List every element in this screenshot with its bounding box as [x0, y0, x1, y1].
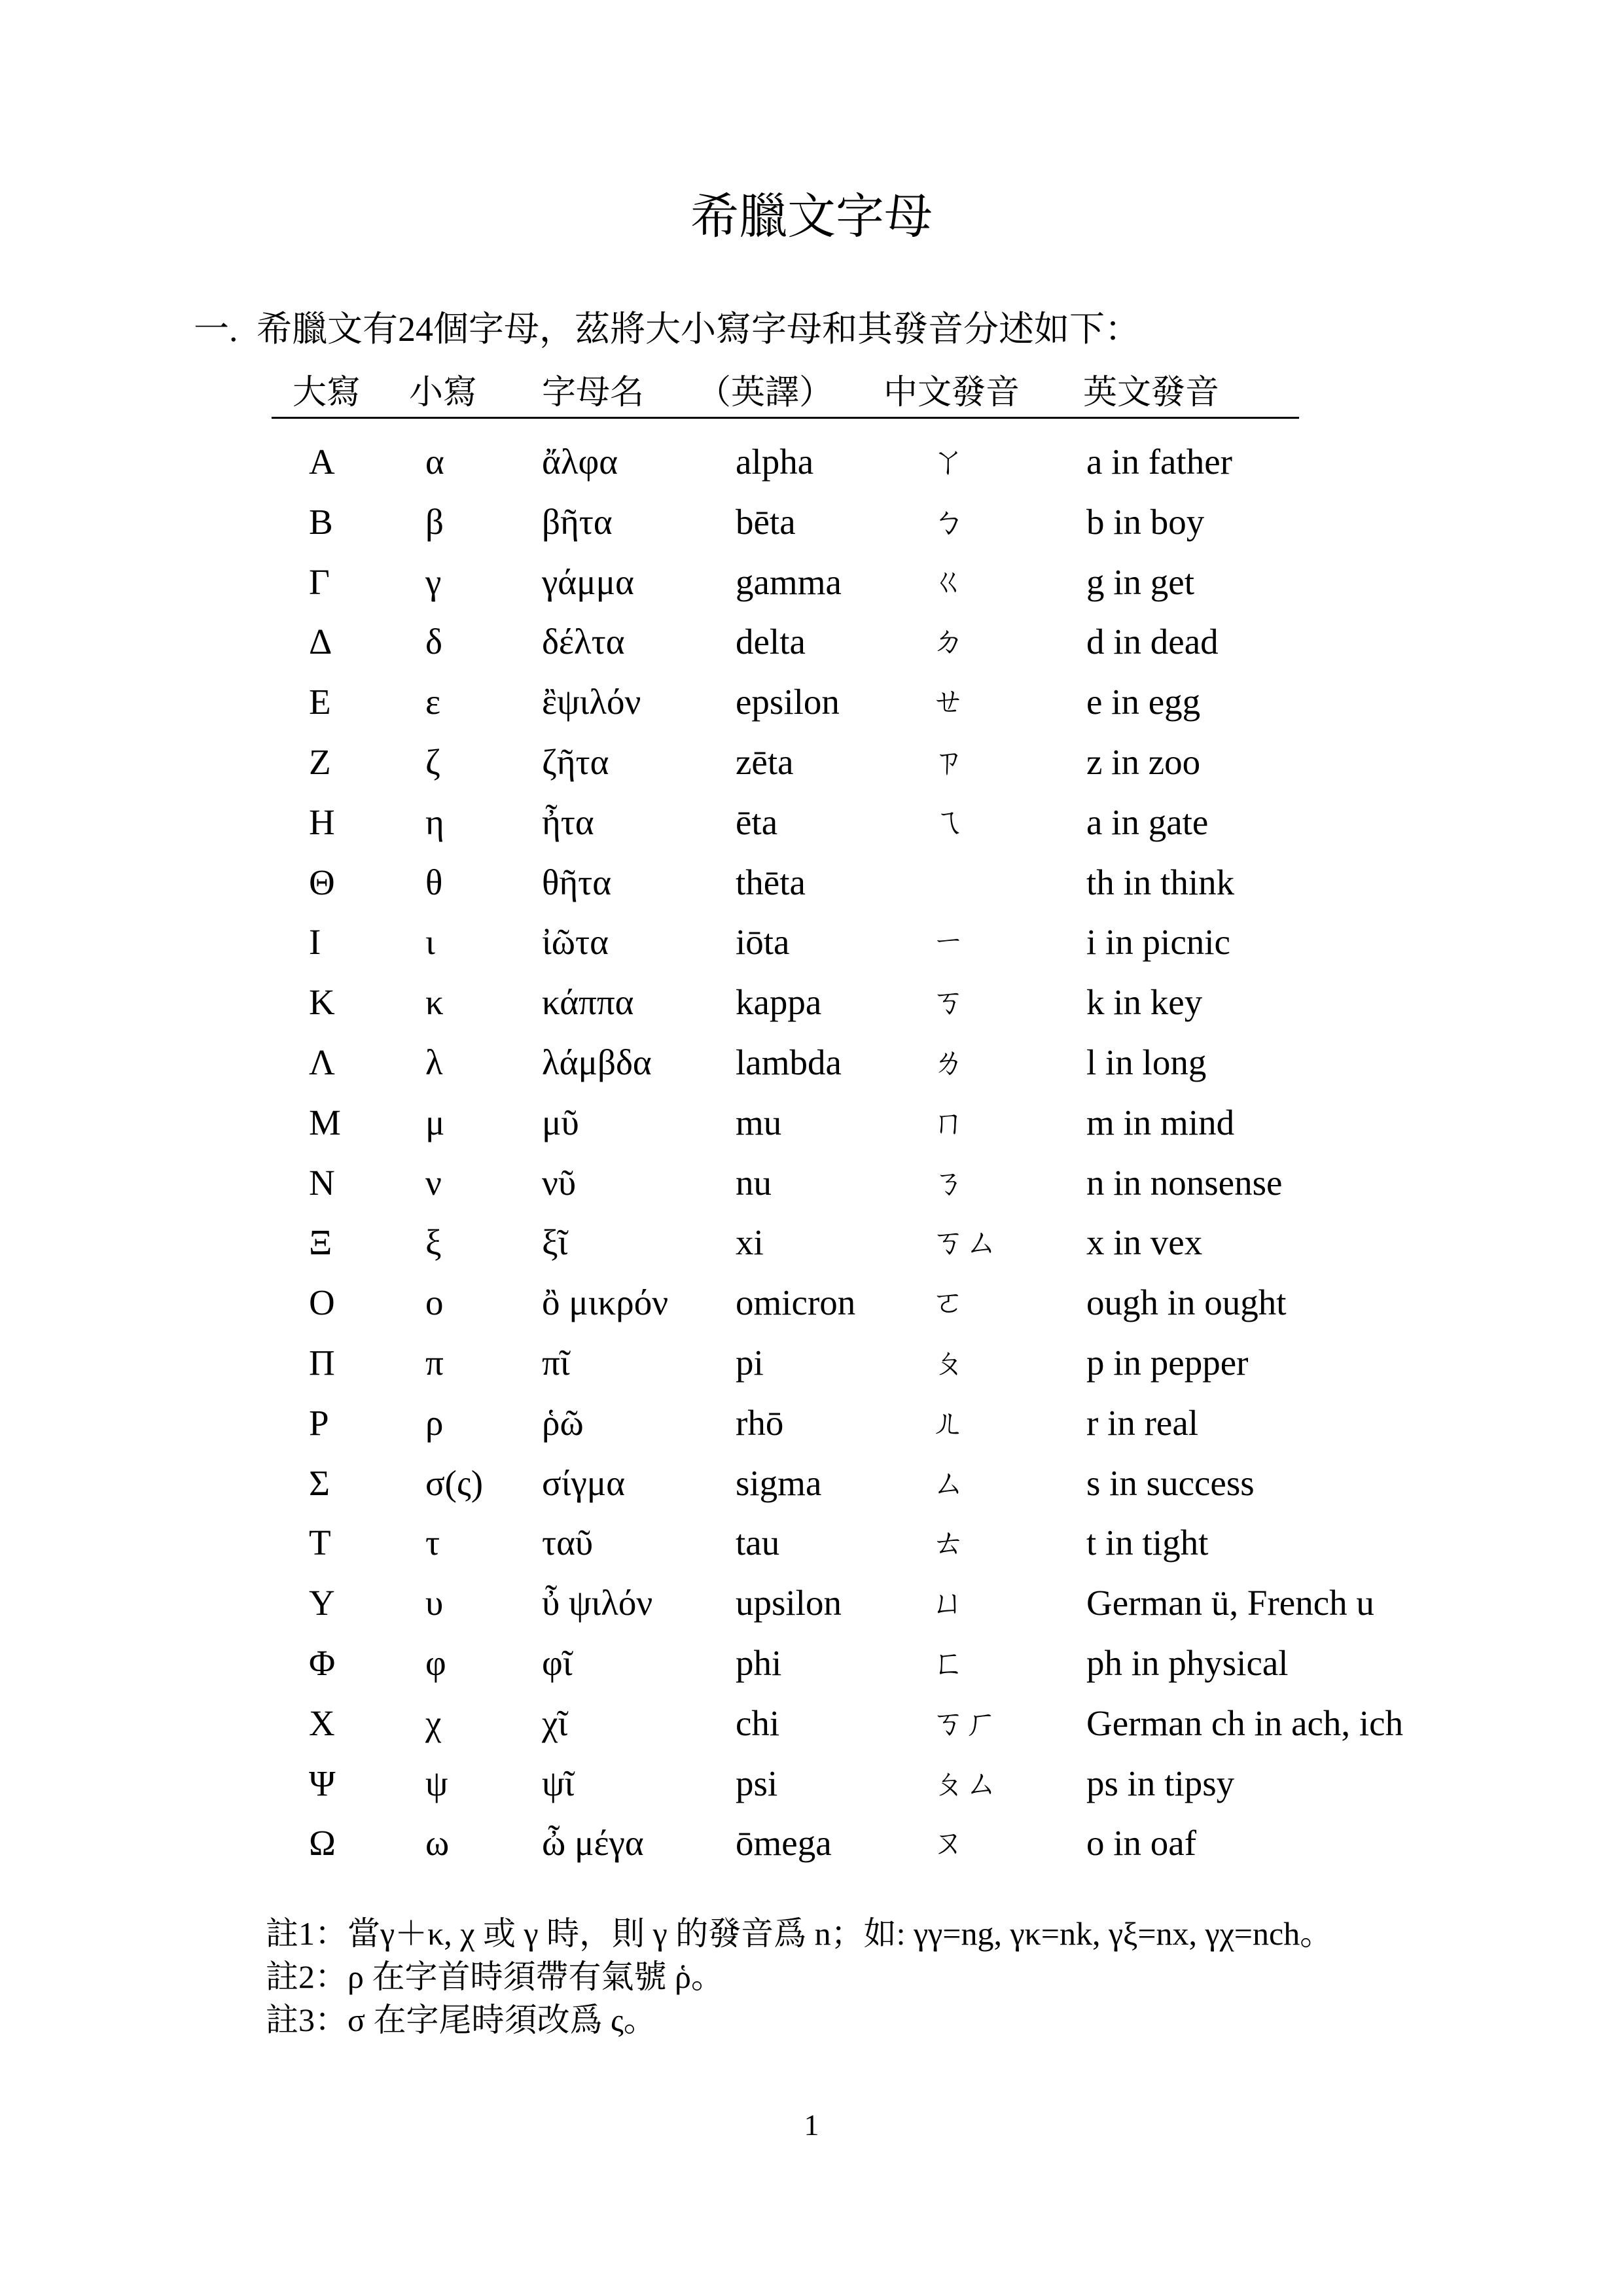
- lowercase-letter: ω: [425, 1823, 450, 1863]
- table-row: [0, 1033, 1623, 1093]
- page-title: 希臘文字母: [690, 190, 933, 244]
- english-pronunciation: k in key: [1086, 982, 1203, 1023]
- lowercase-letter: β: [425, 501, 444, 542]
- uppercase-letter: Σ: [309, 1462, 330, 1503]
- chinese-pronunciation: ㄌ: [932, 1042, 965, 1081]
- table-row: [0, 1333, 1623, 1393]
- english-transliteration: pi: [736, 1342, 764, 1383]
- uppercase-letter: Ξ: [309, 1222, 332, 1263]
- english-transliteration: ēta: [736, 802, 778, 842]
- chinese-pronunciation: ㄧ: [932, 923, 965, 961]
- lowercase-letter: σ(ς): [425, 1462, 484, 1503]
- section-number: 一.: [194, 309, 238, 349]
- chinese-pronunciation: ㄎㄏ: [932, 1703, 997, 1742]
- greek-letter-name: ψῖ: [542, 1763, 575, 1803]
- english-transliteration: thēta: [736, 862, 806, 902]
- english-pronunciation: i in picnic: [1086, 922, 1230, 963]
- table-row: [0, 792, 1623, 853]
- note-1: 註1：當γ＋κ, χ 或 γ 時，則 γ 的發音爲 n；如: γγ=ng, γκ=nk, γξ=nx, γχ=nch。: [266, 1915, 1333, 1952]
- table-row: [0, 972, 1623, 1033]
- english-pronunciation: ps in tipsy: [1086, 1763, 1235, 1803]
- uppercase-letter: Ψ: [309, 1763, 336, 1803]
- chinese-pronunciation: ㄈ: [932, 1643, 965, 1682]
- table-row: [0, 1573, 1623, 1633]
- chinese-pronunciation: ㄎㄙ: [932, 1223, 997, 1262]
- english-pronunciation: o in oaf: [1086, 1823, 1197, 1863]
- page-number: 1: [804, 2108, 819, 2142]
- table-row: [0, 1633, 1623, 1693]
- english-pronunciation: e in egg: [1086, 682, 1201, 722]
- english-transliteration: phi: [736, 1642, 782, 1683]
- chinese-pronunciation: ㄙ: [932, 1463, 965, 1502]
- lowercase-letter: ν: [425, 1162, 442, 1203]
- lowercase-letter: κ: [425, 982, 444, 1023]
- chinese-pronunciation: ㄟ: [932, 802, 965, 841]
- greek-letter-name: ζῆτα: [542, 741, 609, 782]
- greek-letter-name: ἰῶτα: [542, 922, 609, 963]
- chinese-pronunciation: ㄋ: [932, 1163, 965, 1201]
- uppercase-letter: Υ: [309, 1583, 335, 1623]
- english-pronunciation: r in real: [1086, 1402, 1199, 1443]
- english-pronunciation: t in tight: [1086, 1523, 1209, 1563]
- intro-paragraph: [194, 306, 1140, 352]
- header-lower: 小寫: [409, 374, 478, 412]
- english-pronunciation: ough in ought: [1086, 1282, 1287, 1323]
- chinese-pronunciation: ㄅ: [932, 502, 965, 540]
- english-transliteration: iōta: [736, 922, 790, 963]
- lowercase-letter: ε: [425, 682, 441, 722]
- chinese-pronunciation: ㄚ: [932, 442, 965, 480]
- chinese-pronunciation: ㄉ: [932, 622, 965, 661]
- greek-letter-name: ἦτα: [542, 802, 594, 842]
- english-transliteration: alpha: [736, 442, 814, 482]
- uppercase-letter: Λ: [309, 1042, 335, 1082]
- uppercase-letter: Ο: [309, 1282, 335, 1323]
- lowercase-letter: χ: [425, 1703, 442, 1743]
- lowercase-letter: γ: [425, 561, 442, 602]
- english-pronunciation: German ü, French u: [1086, 1583, 1374, 1623]
- greek-letter-name: ταῦ: [542, 1523, 594, 1563]
- table-row: [0, 1393, 1623, 1453]
- note-2: 註2：ρ 在字首時須帶有氣號 ῥ。: [266, 1958, 724, 1995]
- english-transliteration: zēta: [736, 741, 794, 782]
- uppercase-letter: Β: [309, 501, 333, 542]
- intro-text: 希臘文有24個字母，茲將大小寫字母和其發音分述如下：: [257, 309, 1140, 349]
- uppercase-letter: Ε: [309, 682, 331, 722]
- notes: [266, 1912, 1332, 2041]
- chinese-pronunciation: ㄛ: [932, 1283, 965, 1322]
- uppercase-letter: Γ: [309, 561, 330, 602]
- english-transliteration: sigma: [736, 1462, 822, 1503]
- table-header: [272, 370, 1299, 419]
- table-row: [0, 492, 1623, 552]
- uppercase-letter: Φ: [309, 1642, 336, 1683]
- uppercase-letter: Ν: [309, 1162, 335, 1203]
- uppercase-letter: Κ: [309, 982, 335, 1023]
- english-pronunciation: d in dead: [1086, 622, 1219, 662]
- greek-letter-name: λάμβδα: [542, 1042, 652, 1082]
- greek-letter-name: σίγμα: [542, 1462, 626, 1503]
- table-row: [0, 1212, 1623, 1273]
- english-transliteration: bēta: [736, 501, 796, 542]
- header-name: 字母名: [542, 374, 645, 412]
- lowercase-letter: λ: [425, 1042, 443, 1082]
- table-row: [0, 612, 1623, 672]
- lowercase-letter: υ: [425, 1583, 444, 1623]
- english-transliteration: lambda: [736, 1042, 842, 1082]
- chinese-pronunciation: ㄇ: [932, 1103, 965, 1141]
- lowercase-letter: ψ: [425, 1763, 448, 1803]
- table-row: [0, 732, 1623, 792]
- english-pronunciation: g in get: [1086, 561, 1194, 602]
- uppercase-letter: Τ: [309, 1523, 331, 1563]
- lowercase-letter: τ: [425, 1523, 440, 1563]
- english-pronunciation: m in mind: [1086, 1102, 1235, 1142]
- table-row: [0, 912, 1623, 972]
- chinese-pronunciation: ㄦ: [932, 1403, 965, 1441]
- chinese-pronunciation: ㄆㄙ: [932, 1763, 997, 1802]
- lowercase-letter: φ: [425, 1642, 446, 1683]
- uppercase-letter: Δ: [309, 622, 332, 662]
- lowercase-letter: ρ: [425, 1402, 444, 1443]
- note-3: 註3：σ 在字尾時須改爲 ς。: [266, 2002, 656, 2038]
- lowercase-letter: μ: [425, 1102, 445, 1142]
- english-pronunciation: x in vex: [1086, 1222, 1203, 1263]
- greek-letter-name: ξῖ: [542, 1222, 568, 1263]
- uppercase-letter: Α: [309, 442, 335, 482]
- english-pronunciation: n in nonsense: [1086, 1162, 1283, 1203]
- english-pronunciation: l in long: [1086, 1042, 1207, 1082]
- table-row: [0, 1273, 1623, 1333]
- english-pronunciation: s in success: [1086, 1462, 1255, 1503]
- uppercase-letter: Ζ: [309, 741, 331, 782]
- english-transliteration: omicron: [736, 1282, 856, 1323]
- english-pronunciation: a in gate: [1086, 802, 1209, 842]
- header-english: （英譯）: [697, 374, 834, 412]
- uppercase-letter: Η: [309, 802, 335, 842]
- table-row: [0, 1754, 1623, 1814]
- chinese-pronunciation: ㄗ: [932, 742, 965, 781]
- english-pronunciation: z in zoo: [1086, 741, 1201, 782]
- english-transliteration: psi: [736, 1763, 778, 1803]
- alphabet-table: [0, 432, 1623, 1873]
- chinese-pronunciation: ㄡ: [932, 1824, 965, 1862]
- lowercase-letter: ζ: [425, 741, 440, 782]
- greek-letter-name: πῖ: [542, 1342, 570, 1383]
- table-row: [0, 1153, 1623, 1213]
- lowercase-letter: ι: [425, 922, 435, 963]
- english-transliteration: ōmega: [736, 1823, 832, 1863]
- english-pronunciation: p in pepper: [1086, 1342, 1249, 1383]
- english-transliteration: upsilon: [736, 1583, 842, 1623]
- greek-letter-name: ἄλφα: [542, 442, 618, 482]
- greek-letter-name: βῆτα: [542, 501, 613, 542]
- lowercase-letter: η: [425, 802, 444, 842]
- lowercase-letter: ξ: [425, 1222, 442, 1263]
- uppercase-letter: Ω: [309, 1823, 336, 1863]
- english-transliteration: chi: [736, 1703, 780, 1743]
- chinese-pronunciation: ㄎ: [932, 983, 965, 1021]
- chinese-pronunciation: ㄆ: [932, 1343, 965, 1381]
- table-row: [0, 1693, 1623, 1754]
- table-row: [0, 432, 1623, 492]
- greek-letter-name: ὦ μέγα: [542, 1823, 644, 1863]
- english-transliteration: nu: [736, 1162, 772, 1203]
- lowercase-letter: δ: [425, 622, 442, 662]
- english-pronunciation: ph in physical: [1086, 1642, 1289, 1683]
- table-row: [0, 552, 1623, 612]
- english-pronunciation: German ch in ach, ich: [1086, 1703, 1404, 1743]
- lowercase-letter: θ: [425, 862, 443, 902]
- table-row: [0, 1813, 1623, 1873]
- english-pronunciation: a in father: [1086, 442, 1232, 482]
- table-row: [0, 1513, 1623, 1573]
- english-transliteration: mu: [736, 1102, 782, 1142]
- greek-letter-name: νῦ: [542, 1162, 577, 1203]
- uppercase-letter: Ι: [309, 922, 321, 963]
- chinese-pronunciation: ㄊ: [932, 1523, 965, 1562]
- table-row: [0, 1453, 1623, 1513]
- english-transliteration: gamma: [736, 561, 842, 602]
- greek-letter-name: γάμμα: [542, 561, 634, 602]
- lowercase-letter: π: [425, 1342, 444, 1383]
- greek-letter-name: ἒψιλόν: [542, 682, 641, 722]
- greek-letter-name: ῥῶ: [542, 1402, 584, 1443]
- uppercase-letter: Χ: [309, 1703, 335, 1743]
- english-transliteration: rhō: [736, 1402, 784, 1443]
- table-row: [0, 1093, 1623, 1153]
- table-row: [0, 672, 1623, 732]
- uppercase-letter: Ρ: [309, 1402, 329, 1443]
- english-transliteration: kappa: [736, 982, 822, 1023]
- uppercase-letter: Μ: [309, 1102, 341, 1142]
- uppercase-letter: Π: [309, 1342, 335, 1383]
- greek-letter-name: μῦ: [542, 1102, 579, 1142]
- greek-letter-name: χῖ: [542, 1703, 568, 1743]
- table-row: [0, 853, 1623, 913]
- uppercase-letter: Θ: [309, 862, 335, 902]
- english-transliteration: delta: [736, 622, 806, 662]
- greek-letter-name: ὖ ψιλόν: [542, 1583, 653, 1623]
- chinese-pronunciation: ㄍ: [932, 562, 965, 601]
- lowercase-letter: ο: [425, 1282, 444, 1323]
- english-pronunciation: th in think: [1086, 862, 1235, 902]
- greek-letter-name: ὂ μικρόν: [542, 1282, 669, 1323]
- header-english-sound: 英文發音: [1083, 374, 1220, 412]
- greek-letter-name: δέλτα: [542, 622, 625, 662]
- greek-letter-name: θῆτα: [542, 862, 612, 902]
- header-upper: 大寫: [293, 374, 361, 412]
- header-chinese-sound: 中文發音: [883, 374, 1020, 412]
- lowercase-letter: α: [425, 442, 444, 482]
- chinese-pronunciation: ㄝ: [932, 682, 965, 721]
- greek-letter-name: φῖ: [542, 1642, 573, 1683]
- chinese-pronunciation: ㄩ: [932, 1583, 965, 1622]
- english-transliteration: tau: [736, 1523, 780, 1563]
- english-transliteration: xi: [736, 1222, 764, 1263]
- english-pronunciation: b in boy: [1086, 501, 1205, 542]
- english-transliteration: epsilon: [736, 682, 840, 722]
- greek-letter-name: κάππα: [542, 982, 634, 1023]
